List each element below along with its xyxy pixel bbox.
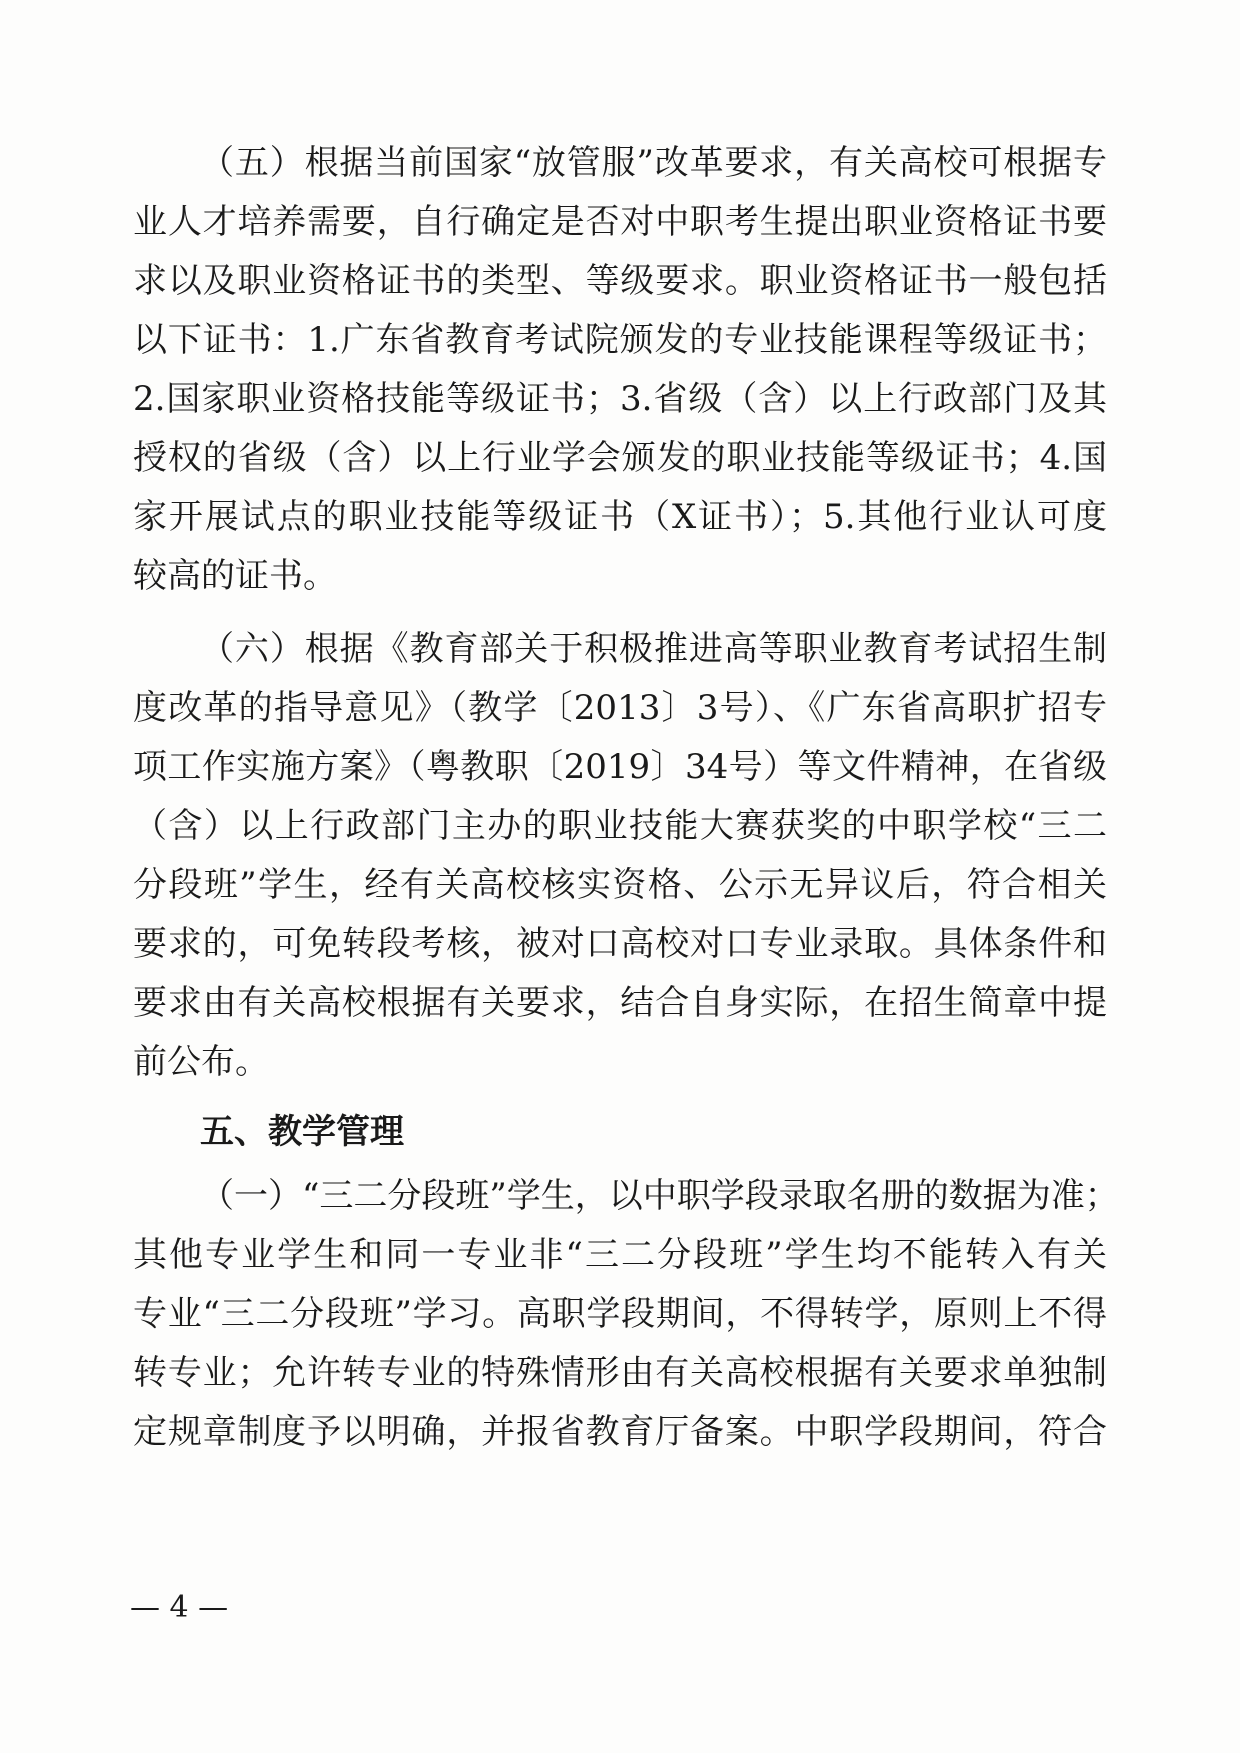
paragraph-5-line-1: （五）根据当前国家“放管服”改革要求，有关高校可根据专 xyxy=(200,143,1107,183)
paragraph-6-line-4: （含）以上行政部门主办的职业技能大赛获奖的中职学校“三二 xyxy=(133,806,1107,846)
paragraph-6-line-5: 分段班”学生，经有关高校核实资格、公示无异议后，符合相关 xyxy=(133,865,1107,905)
paragraph-5-1-line-2: 其他专业学生和同一专业非“三二分段班”学生均不能转入有关 xyxy=(133,1235,1107,1275)
paragraph-6-line-7: 要求由有关高校根据有关要求，结合自身实际，在招生简章中提 xyxy=(133,983,1107,1023)
paragraph-6-line-1: （六）根据《教育部关于积极推进高等职业教育考试招生制 xyxy=(200,629,1107,669)
section-heading: 五、教学管理 xyxy=(200,1112,404,1152)
paragraph-5-1-line-3: 专业“三二分段班”学习。高职学段期间，不得转学，原则上不得 xyxy=(133,1294,1107,1334)
paragraph-5-line-6: 授权的省级（含）以上行业学会颁发的职业技能等级证书；4.国 xyxy=(133,438,1107,478)
paragraph-5-1-line-4: 转专业；允许转专业的特殊情形由有关高校根据有关要求单独制 xyxy=(133,1353,1107,1393)
paragraph-5-line-3: 求以及职业资格证书的类型、等级要求。职业资格证书一般包括 xyxy=(133,261,1107,301)
page-number: — 4 — xyxy=(130,1590,229,1625)
paragraph-5-line-4: 以下证书：1.广东省教育考试院颁发的专业技能课程等级证书； xyxy=(133,320,1107,360)
paragraph-6-line-8: 前公布。 xyxy=(133,1042,269,1082)
paragraph-5-1-line-1: （一）“三二分段班”学生，以中职学段录取名册的数据为准； xyxy=(200,1176,1119,1216)
paragraph-5-line-7: 家开展试点的职业技能等级证书（X证书）；5.其他行业认可度 xyxy=(133,497,1107,537)
paragraph-5-line-5: 2.国家职业资格技能等级证书；3.省级（含）以上行政部门及其 xyxy=(133,379,1107,419)
paragraph-6-line-6: 要求的，可免转段考核，被对口高校对口专业录取。具体条件和 xyxy=(133,924,1107,964)
paragraph-5-1-line-5: 定规章制度予以明确，并报省教育厅备案。中职学段期间，符合 xyxy=(133,1412,1107,1452)
paragraph-6-line-2: 度改革的指导意见》（教学〔2013〕3号）、《广东省高职扩招专 xyxy=(133,688,1107,728)
paragraph-5-line-8: 较高的证书。 xyxy=(133,556,337,596)
paragraph-5-line-2: 业人才培养需要，自行确定是否对中职考生提出职业资格证书要 xyxy=(133,202,1107,242)
paragraph-6-line-3: 项工作实施方案》（粤教职〔2019〕34号）等文件精神，在省级 xyxy=(133,747,1107,787)
